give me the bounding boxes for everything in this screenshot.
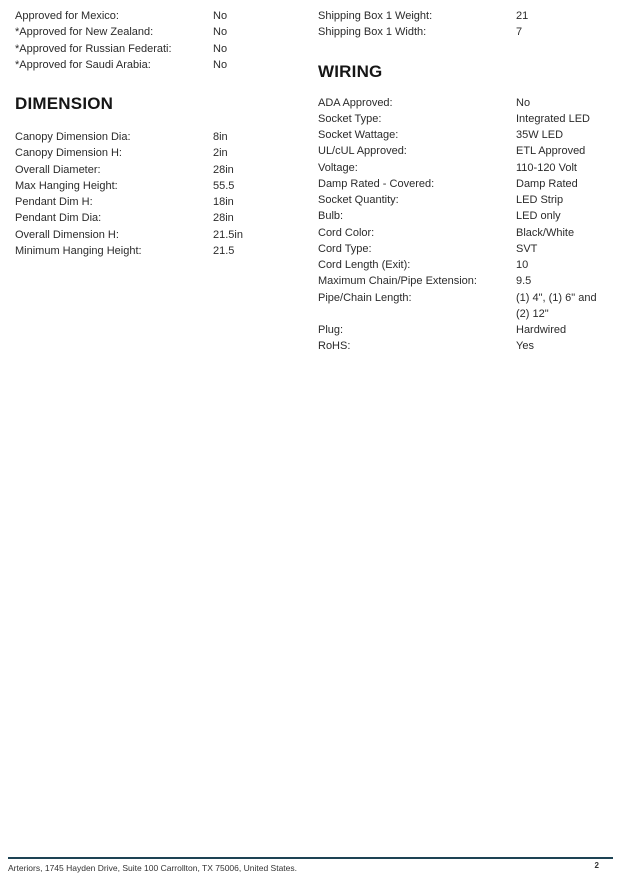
spec-value: No — [213, 42, 228, 55]
spec-value: ETL Approved — [516, 145, 586, 158]
approvals-list — [15, 8, 307, 73]
page-number: 2 — [594, 861, 599, 870]
spec-row — [15, 129, 307, 145]
spec-row — [318, 111, 614, 127]
spec-value: 2in — [213, 147, 228, 160]
spec-value: No — [213, 10, 228, 22]
spec-value: No — [213, 58, 228, 71]
spec-row — [318, 160, 614, 176]
spec-label: Socket Wattage: — [318, 129, 399, 141]
spec-value: 10 — [516, 259, 529, 271]
spec-row — [15, 243, 307, 259]
spec-label: *Approved for Saudi Arabia: — [15, 58, 151, 71]
spec-row — [318, 225, 614, 241]
spec-value: 21.5in — [213, 228, 243, 241]
spec-value: Hardwired — [516, 324, 567, 336]
spec-value: SVT — [516, 242, 538, 255]
spec-label: Approved for Mexico: — [15, 10, 119, 22]
spec-label: Overall Dimension H: — [15, 228, 119, 241]
spec-value: Integrated LED — [516, 112, 590, 125]
spec-label: *Approved for Russian Federati: — [15, 42, 172, 55]
spec-row — [318, 241, 614, 257]
spec-label: Shipping Box 1 Width: — [318, 26, 427, 39]
spec-row — [318, 192, 614, 208]
spec-label: ADA Approved: — [318, 96, 393, 109]
spec-row — [15, 145, 307, 161]
spec-value: 21.5 — [213, 244, 235, 257]
spec-value: Yes — [516, 340, 534, 353]
spec-row — [15, 194, 307, 210]
spec-label: Bulb: — [318, 210, 344, 223]
spec-row — [318, 95, 614, 111]
footer-rule — [8, 857, 613, 859]
spec-row — [318, 176, 614, 192]
dimension-list — [15, 129, 307, 259]
spec-row — [15, 41, 307, 57]
spec-value: Black/White — [516, 226, 575, 239]
spec-value: No — [516, 96, 531, 109]
spec-label: Voltage: — [318, 161, 358, 174]
dimension-section-heading: DIMENSION — [15, 94, 114, 113]
spec-label: Pipe/Chain Length: — [318, 291, 412, 304]
spec-label: Cord Length (Exit): — [318, 259, 411, 271]
spec-label: Canopy Dimension Dia: — [15, 131, 131, 143]
spec-label: Max Hanging Height: — [15, 179, 118, 192]
spec-label: Canopy Dimension H: — [15, 147, 122, 160]
spec-row — [318, 322, 614, 338]
spec-label: Socket Quantity: — [318, 194, 399, 206]
spec-row — [15, 8, 307, 24]
spec-label: Cord Color: — [318, 226, 375, 239]
wiring-list — [318, 95, 614, 355]
spec-value: 18in — [213, 196, 234, 208]
spec-label: Overall Diameter: — [15, 163, 101, 176]
spec-value: Damp Rated — [516, 177, 578, 190]
spec-row — [318, 143, 614, 159]
spec-value: No — [213, 26, 228, 39]
shipping-list — [318, 8, 614, 41]
spec-label: UL/cUL Approved: — [318, 145, 407, 158]
spec-value: 9.5 — [516, 275, 532, 288]
spec-value: 35W LED — [516, 129, 564, 141]
spec-row — [318, 273, 614, 289]
spec-value: 28in — [213, 163, 234, 176]
spec-row — [318, 127, 614, 143]
spec-row — [318, 8, 614, 24]
spec-value: LED only — [516, 210, 561, 223]
spec-label: Damp Rated - Covered: — [318, 177, 435, 190]
spec-row — [15, 24, 307, 40]
spec-row — [318, 257, 614, 273]
wiring-section-heading: WIRING — [318, 61, 383, 81]
spec-label: Plug: — [318, 324, 344, 336]
spec-label: Socket Type: — [318, 112, 382, 125]
spec-value: 55.5 — [213, 179, 235, 192]
spec-label: Minimum Hanging Height: — [15, 244, 142, 257]
spec-label: Pendant Dim H: — [15, 196, 93, 208]
spec-label: Pendant Dim Dia: — [15, 212, 102, 225]
spec-row — [318, 290, 614, 323]
spec-row — [15, 227, 307, 243]
spec-row — [318, 338, 614, 354]
spec-value: (1) 4", (1) 6" and (2) 12" — [516, 291, 597, 320]
spec-row — [15, 210, 307, 226]
spec-label: Shipping Box 1 Weight: — [318, 10, 433, 22]
spec-row — [318, 24, 614, 40]
left-column — [15, 8, 307, 259]
spec-label: RoHS: — [318, 340, 351, 353]
spec-value: 7 — [516, 26, 523, 39]
spec-label: Cord Type: — [318, 242, 372, 255]
spec-value: 110-120 Volt — [516, 161, 577, 174]
spec-row — [318, 208, 614, 224]
spec-value: 8in — [213, 131, 228, 143]
spec-row — [15, 57, 307, 73]
spec-row — [15, 178, 307, 194]
spec-label: *Approved for New Zealand: — [15, 26, 154, 39]
footer-address: Arteriors, 1745 Hayden Drive, Suite 100 Carrollton, TX 75006, United States. — [8, 863, 297, 873]
spec-row — [15, 162, 307, 178]
spec-value: 28in — [213, 212, 234, 225]
spec-value: LED Strip — [516, 194, 564, 206]
right-column — [318, 8, 614, 355]
spec-label: Maximum Chain/Pipe Extension: — [318, 275, 477, 288]
spec-value: 21 — [516, 10, 529, 22]
